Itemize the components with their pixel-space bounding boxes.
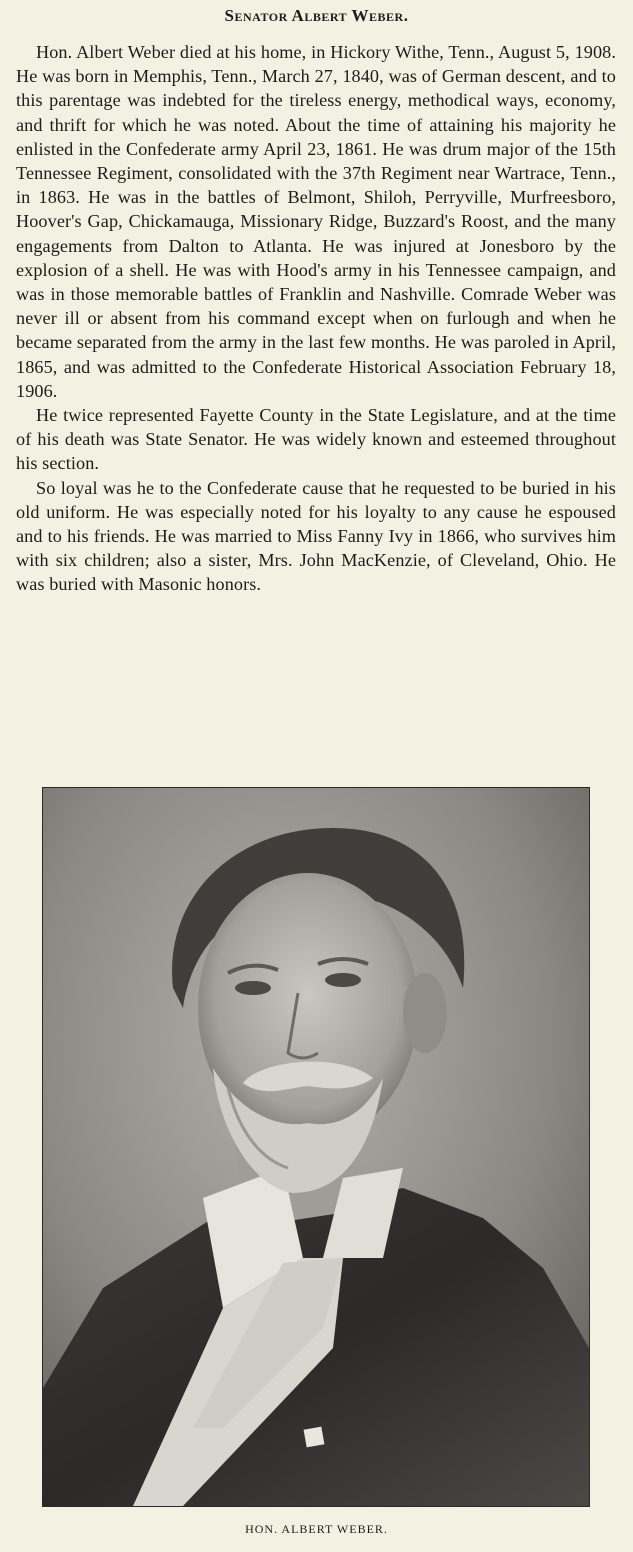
paragraph-3: So loyal was he to the Confederate cause that he requested to be buried in his old uniform. He was especially noted for his loyalty to any cause he espoused and to his friends. He was married to Miss Fanny Ivy in 1866, who survives him with six children; also a sister, Mrs. John MacKenzie, of Cleveland, Ohio. He was buried with Masonic honors.: [16, 477, 616, 595]
portrait-photo: [42, 787, 590, 1507]
paragraph-2: He twice represented Fayette County in the State Legislature, and at the time of his death was State Senator. He was widely known and esteemed throughout his section.: [16, 405, 616, 474]
portrait-illustration: [43, 788, 589, 1506]
article-title: Senator Albert Weber.: [224, 6, 409, 25]
photo-caption: HON. ALBERT WEBER.: [245, 1522, 388, 1536]
paragraph-1: Hon. Albert Weber died at his home, in Hickory Withe, Tenn., August 5, 1908. He was born in Memphis, Tenn., March 27, 1840, was of German descent, and to this parentage was indebted for the tireless energy, methodical ways, economy, and thrift for which he was noted. About the time of attaining his majority he enlisted in the Confederate army April 23, 1861. He was drum major of the 15th Tennessee Regiment, consolidated with the 37th Regiment near Wartrace, Tenn., in 1863. He was in the battles of Belmont, Shiloh, Perryville, Murfreesboro, Hoover's Gap, Chickamauga, Missionary Ridge, Buzzard's Roost, and the many engagements from Dalton to Atlanta. He was injured at Jonesboro by the explosion of a shell. He was with Hood's army in his Tennessee campaign, and was in those memorable battles of Franklin and Nashville. Comrade Weber was never ill or absent from his command except when on furlough and when he became separated from the army in the last few months. He was paroled in April, 1865, and was admitted to the Confederate Historical Association February 18, 1906.: [16, 42, 616, 401]
article-body: [16, 40, 616, 597]
